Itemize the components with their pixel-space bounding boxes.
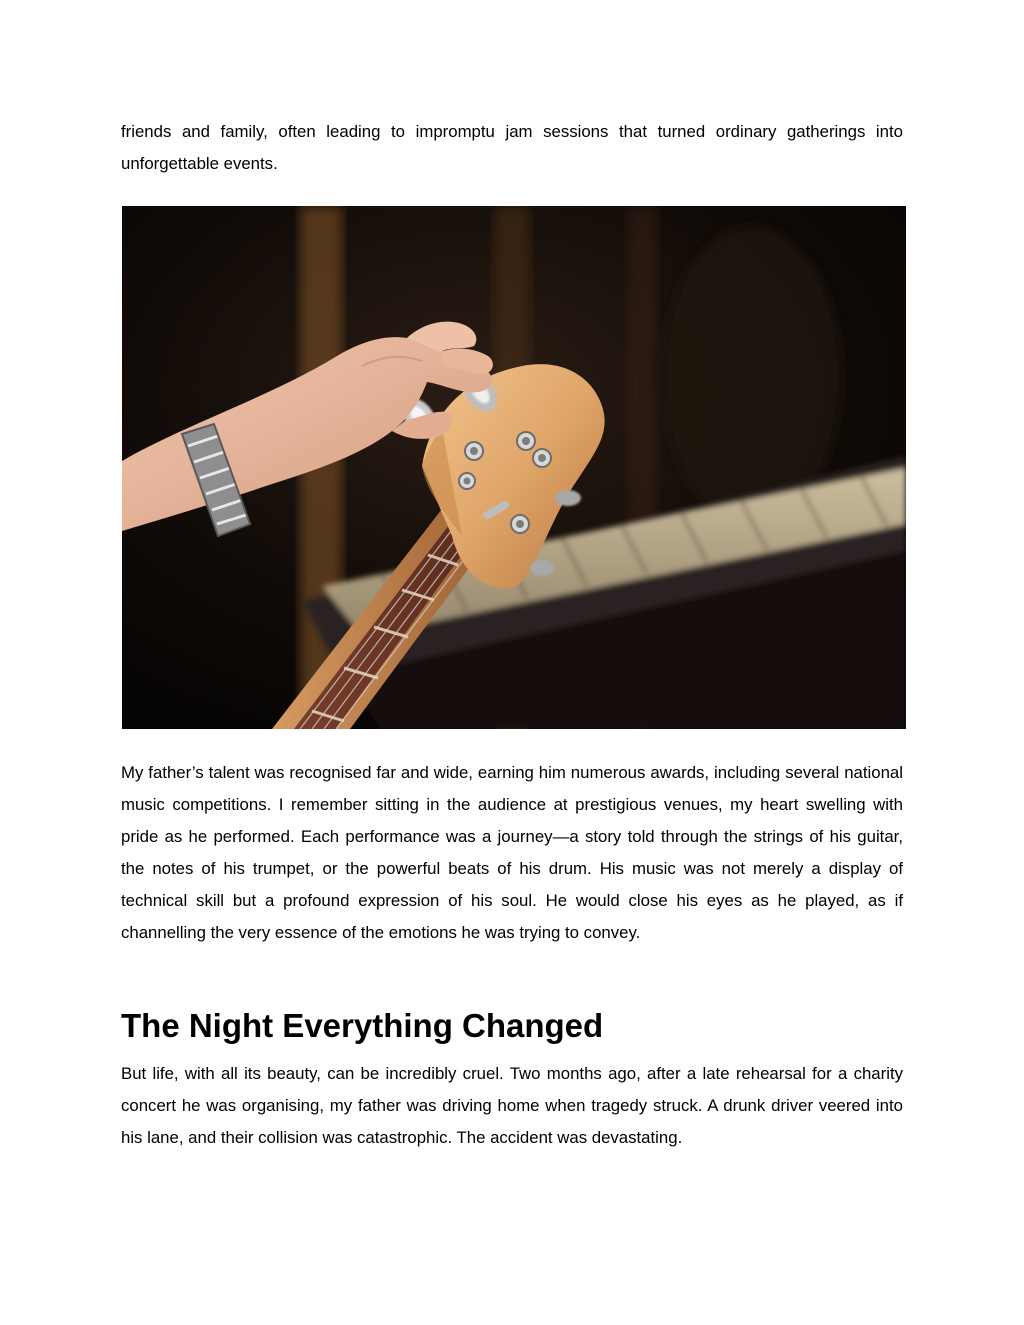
paragraph-talent: My father’s talent was recognised far and wide, earning him numerous awards, including several national music competitions. I remember sitting in the audience at prestigious venues, my heart swelling with pride as he performed. Each performance was a journey—a story told through the strings of his guitar, the notes of his trumpet, or the powerful beats of his drum. His music was not merely a display of technical skill but a profound expression of his soul. He would close his eyes as he played, as if channelling the very essence of the emotions he was trying to convey. bbox=[121, 763, 903, 942]
section-heading: The Night Everything Changed bbox=[121, 1007, 604, 1044]
paragraph-intro-continued: friends and family, often leading to impromptu jam sessions that turned ordinary gatherings into unforgettable events. bbox=[121, 122, 903, 173]
paragraph-tragedy: But life, with all its beauty, can be incredibly cruel. Two months ago, after a late rehearsal for a charity concert he was organising, my father was driving home when tragedy struck. A drunk driver veered into his lane, and their collision was catastrophic. The accident was devastating. bbox=[121, 1064, 903, 1147]
guitar-tuning-photo bbox=[122, 206, 906, 729]
